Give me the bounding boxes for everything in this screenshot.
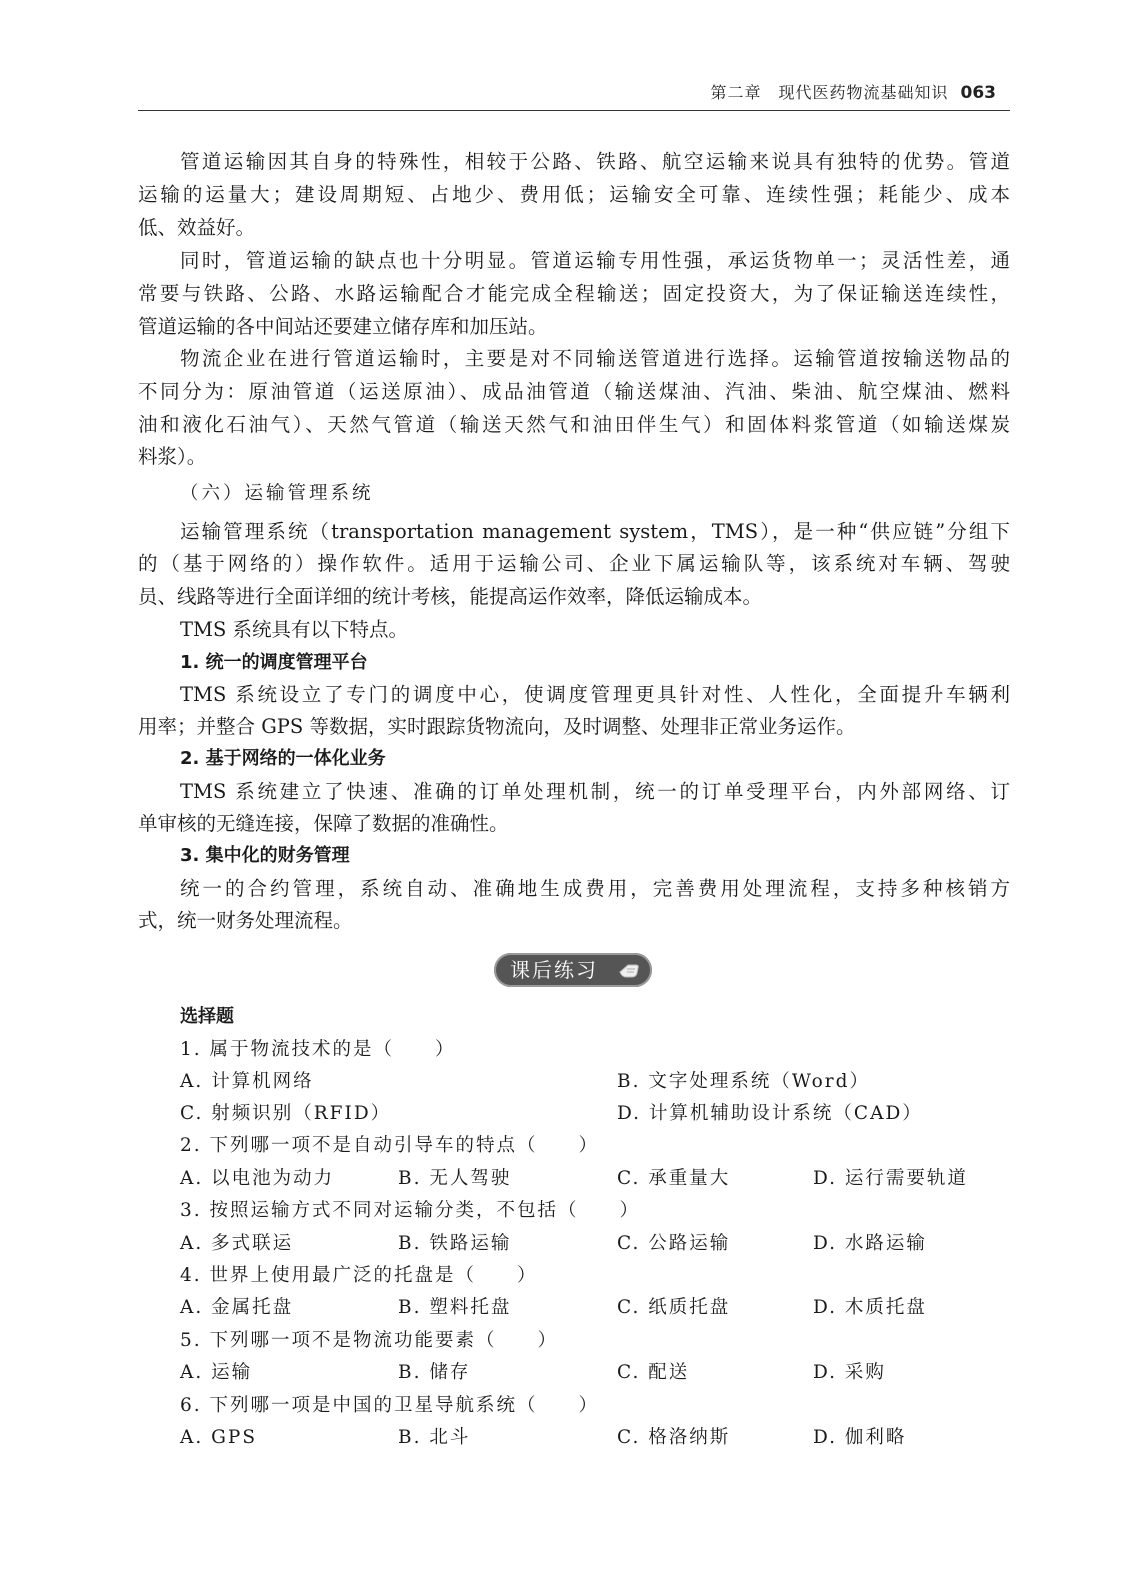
- paragraph-line: TMS 系统设立了专门的调度中心，使调度管理更具针对性、人性化，全面提升车辆利: [180, 683, 1010, 706]
- option: D. 采购: [813, 1362, 886, 1383]
- paragraph-line: 管道运输的各中间站还要建立储存库和加压站。: [138, 315, 548, 338]
- exercise-type-title: 选择题: [180, 1006, 234, 1027]
- question: 1. 属于物流技术的是（ ）: [180, 1039, 456, 1060]
- section-heading: （六）运输管理系统: [180, 483, 374, 504]
- option: D. 伽利略: [813, 1427, 907, 1448]
- option: B. 文字处理系统（Word）: [617, 1071, 870, 1092]
- paragraph-line: 单审核的无缝连接，保障了数据的准确性。: [138, 812, 509, 835]
- question: 3. 按照运输方式不同对运输分类，不包括（ ）: [180, 1200, 641, 1221]
- paragraph-line: 运输管理系统（transportation management system，TMS），是一种“供应链”分组下: [180, 520, 1010, 543]
- paragraph-line: 低、效益好。: [138, 216, 256, 239]
- paragraph-line: 料浆）。: [138, 445, 207, 468]
- subheading: 2. 基于网络的一体化业务: [180, 748, 386, 769]
- option: B. 塑料托盘: [398, 1297, 512, 1318]
- page-header: [138, 74, 1010, 111]
- option: A. 金属托盘: [180, 1297, 294, 1318]
- paragraph-line: 用率；并整合 GPS 等数据，实时跟踪货物流向，及时调整、处理非正常业务运作。: [138, 715, 856, 738]
- paragraph-line: 式，统一财务处理流程。: [138, 909, 353, 932]
- option: D. 计算机辅助设计系统（CAD）: [617, 1103, 923, 1124]
- paragraph-line: 同时，管道运输的缺点也十分明显。管道运输专用性强，承运货物单一；灵活性差，通: [180, 249, 1010, 272]
- paragraph-line: 不同分为：原油管道（运送原油）、成品油管道（输送煤油、汽油、柴油、航空煤油、燃料: [138, 380, 1010, 403]
- paragraph-line: 油和液化石油气）、天然气管道（输送天然气和油田伴生气）和固体料浆管道（如输送煤炭: [138, 413, 1010, 436]
- question: 4. 世界上使用最广泛的托盘是（ ）: [180, 1265, 538, 1286]
- option: B. 铁路运输: [398, 1233, 512, 1254]
- paragraph-line: 物流企业在进行管道运输时，主要是对不同输送管道进行选择。运输管道按输送物品的: [180, 347, 1010, 370]
- header-text: [710, 80, 996, 103]
- subheading: 3. 集中化的财务管理: [180, 845, 350, 866]
- chapter-title: 第二章 现代医药物流基础知识: [710, 83, 949, 102]
- option: C. 配送: [617, 1362, 690, 1383]
- option: D. 水路运输: [813, 1233, 927, 1254]
- paragraph-line: 统一的合约管理，系统自动、准确地生成费用，完善费用处理流程，支持多种核销方: [180, 877, 1010, 900]
- paragraph-line: 的（基于网络的）操作软件。适用于运输公司、企业下属运输队等，该系统对车辆、驾驶: [138, 552, 1010, 575]
- question: 5. 下列哪一项不是物流功能要素（ ）: [180, 1330, 559, 1351]
- option: A. 以电池为动力: [180, 1168, 335, 1189]
- option: C. 公路运输: [617, 1233, 731, 1254]
- paragraph-line: 常要与铁路、公路、水路运输配合才能完成全程输送；固定投资大，为了保证输送连续性，: [138, 282, 1010, 305]
- hand-pointer-icon: [618, 959, 640, 981]
- option: A. 计算机网络: [180, 1071, 314, 1092]
- option: B. 无人驾驶: [398, 1168, 512, 1189]
- exercise-badge-label: 课后练习: [510, 958, 598, 982]
- option: B. 北斗: [398, 1427, 471, 1448]
- option: A. GPS: [180, 1427, 258, 1448]
- page-number: 063: [960, 83, 996, 103]
- option: B. 储存: [398, 1362, 471, 1383]
- option: A. 运输: [180, 1362, 253, 1383]
- option: A. 多式联运: [180, 1233, 294, 1254]
- option: D. 运行需要轨道: [813, 1168, 968, 1189]
- exercise-badge: [494, 953, 652, 987]
- paragraph-line: 员、线路等进行全面详细的统计考核，能提高运作效率，降低运输成本。: [138, 585, 763, 608]
- question: 6. 下列哪一项是中国的卫星导航系统（ ）: [180, 1395, 600, 1416]
- paragraph-line: TMS 系统具有以下特点。: [180, 618, 409, 641]
- paragraph-line: 管道运输因其自身的特殊性，相较于公路、铁路、航空运输来说具有独特的优势。管道: [180, 150, 1010, 173]
- question: 2. 下列哪一项不是自动引导车的特点（ ）: [180, 1135, 600, 1156]
- option: C. 格洛纳斯: [617, 1427, 731, 1448]
- option: C. 纸质托盘: [617, 1297, 731, 1318]
- paragraph-line: 运输的运量大；建设周期短、占地少、费用低；运输安全可靠、连续性强；耗能少、成本: [138, 183, 1010, 206]
- option: D. 木质托盘: [813, 1297, 927, 1318]
- option: C. 承重量大: [617, 1168, 731, 1189]
- option: C. 射频识别（RFID）: [180, 1103, 392, 1124]
- subheading: 1. 统一的调度管理平台: [180, 652, 368, 673]
- paragraph-line: TMS 系统建立了快速、准确的订单处理机制，统一的订单受理平台，内外部网络、订: [180, 780, 1010, 803]
